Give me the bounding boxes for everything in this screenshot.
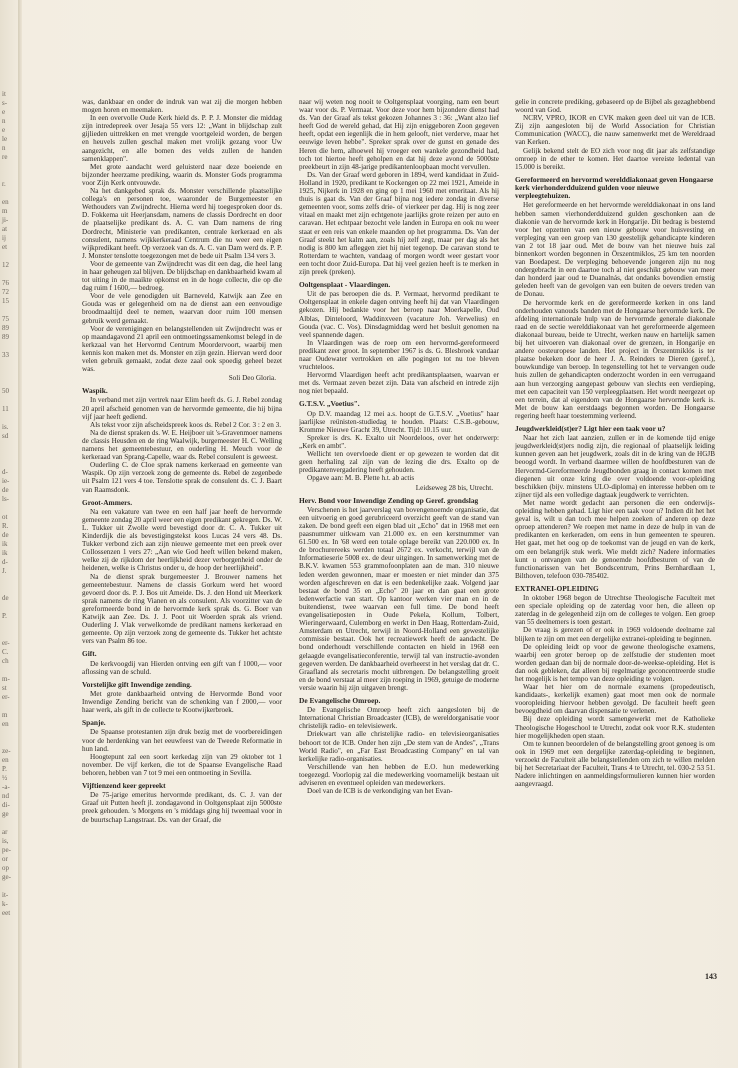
margin-fragment: k- [2,900,8,908]
article-paragraph: Uit de pas beroepen die ds. P. Vermaat, hervormd predikant te Ooltgensplaat in enkele dagen ontving heeft hij dat van Vlaardingen gekozen. Hij bedankte voor het beroep naar Moerkapelle, Oud Alblas, Dinteloord, Waddinxveen (vacature Joh. Verwelius) en Gouda (vac. C. Vos). Dinsdagmiddag werd het besluit genomen na veel spannende dagen. [299,290,499,339]
margin-fragment: J. [2,567,7,575]
margin-fragment: en [2,198,9,206]
article-paragraph: Spreker is drs. K. Exalto uit Noordeloos, over het onderwerp: „Kerk en ambt". [299,433,499,451]
article-paragraph: Verschillende van hen hebben de E.O. hun medewerking toegezegd. Voorlopig zal die medewerking voornamelijk bestaan uit adviseren en eventueel opleiden van medewerkers. [299,762,499,788]
margin-fragment [0,171,20,180]
article-paragraph: naar wij weten nog nooit te Ooltgensplaat voorging, nam een beurt waar voor ds. P. Vermaat. Voor deze voor hem bijzondere dienst had ds. Van der Graaf als tekst gekozen Johannes 3 : 36: „Want alzo lief heeft God de wereld gehad, dat Hij zijn eniggeboren Zoon gegeven heeft, opdat een iegenlijk die in hem gelooft, niet verderve, maar het eeuwige leven hebbe". Spreker sprak over de gunst en genade des Heren die hem, alhoewel hij vroeger een wankele gezondheid had, toch tot hiertoe heeft geholpen en dat hij deze avond de 5000ste preekbeurt in zijn 48-jarige predikantenloopbaan mocht vervullen. [299,98,499,171]
article-heading: Gereformeerd en hervormd werelddiakonaat geven Hongaarse kerk vierhonderdduizend gulden voor nieuwe verpleegtehuizen. [515,174,714,201]
margin-fragment: 11 [2,405,9,413]
margin-fragment: 89 [2,333,9,341]
article-paragraph: Gelijk bekend stelt de EO zich voor nog dit jaar als zelfstandige omroep in de ether te komen. Het daartoe vereiste ledental van 15.000 is bereikt. [515,146,715,171]
article-paragraph: Hervormd Vlaardigen heeft acht predikantsplaatsen, waarvan er met ds. Vermaat zeven bezet zijn. Data van afscheid en intrede zijn nog niet bepaald. [299,371,499,396]
margin-fragment [0,459,20,468]
article-paragraph: Ouderling C. de Cloe sprak namens kerkeraad en gemeente van Waspik. Op zijn verzoek zong de gemeente ds. Rebel de zegenbede uit Psalm 121 vers 4 toe. Tenslotte sprak de consulent ds. C. J. Baart van Raamsdonk. [82,461,282,494]
margin-fragment [0,450,20,459]
signature-line: Leidseweg 28 bis, Utrecht. [415,483,493,492]
margin-fragment: 50 [2,387,9,395]
article-paragraph: Met name wordt gedacht aan personen die een onderwijs-opleiding hebben gehad. Ligt hier een taak voor u? Indien dit het het geval is, wilt u dan toch mee helpen zoeken of anderen op deze oproep attenderen? We roepen met name in deze de hulp in van de predikanten en kerkeraden, om eens in hun gemeenten te speuren. Het gaat, met het oog op de toekomst van de jeugd en van de kerk, om een belangrijk stuk werk. Wie meldt zich? Nadere informaties kunt u ontvangen van de genoemde hoofdbesturen of van de functionarissen van het Bondscentrum, Prins Bernhardlaan 1, Bilthoven, telefoon 030-785402. [515,498,715,580]
article-heading: Gift. [82,649,97,659]
margin-fragment: ij [2,234,6,242]
margin-fragment: 89 [2,324,9,332]
margin-fragment [0,414,20,423]
article-paragraph: Op D.V. maandag 12 mei a.s. hoopt de G.T.S.V. „Voetius" haar jaarlijkse reünisten-studiedag te houden. Plaats: C.S.B.-gebouw, Kromme Nieuwe Gracht 39, Utrecht. Tijd: 10.15 uur. [299,409,499,434]
margin-fragment: ik [2,549,8,557]
margin-fragment: e [2,126,6,134]
margin-fragment: er- [2,693,10,701]
article-paragraph: In verband met zijn vertrek naar Elim heeft ds. G. J. Rebel zondag 20 april afscheid genomen van de hervormde gemeente, die hij bijna vijf jaar heeft gediend. [82,396,282,421]
margin-fragment: de [2,486,9,494]
article-heading: Spanje. [82,718,106,728]
margin-fragment: st [2,684,7,692]
margin-fragment: n [2,117,6,125]
article-heading: Groot-Ammers. [82,497,133,507]
previous-page-margin-fragments [0,90,20,970]
margin-fragment [0,585,20,594]
page-number: 143 [705,972,717,981]
margin-fragment: er- [2,639,10,647]
margin-fragment: m [2,711,8,719]
margin-fragment [0,819,20,828]
article-paragraph: Naar het zich laat aanzien, zullen er in de komende tijd enige jeugdwerkleid(st)ers nodig zijn, die regionaal of plaatselijk leiding kunnen geven aan het jeugdwerk, zoals dit in de kring van de HGJB beoogd wordt. In verband daarmee willen de hoofdbesturen van de Hervormd-Gereformeerde Jeugdbonden graag in contact komen met diegenen uit onze kring die over voldoende voor-opleiding beschikken (bijv. minstens ULO-diploma) en interesse hebben om te zijner tijd als een volledige dagtaak jeugdwerk te verrichten. [515,434,715,499]
margin-fragment: e [2,108,6,116]
margin-fragment [0,378,20,387]
article-heading: Waspik. [82,386,108,396]
margin-fragment: ar [2,828,8,836]
margin-fragment [0,666,20,675]
column-middle [299,98,499,978]
article-paragraph: Na de dienst sprak burgemeester J. Brouwer namens het gemeentebestuur. Namens de classis Gorkum werd het woord gevoerd door ds. P. J. Bos uit Ameide. Ds. J. den Hond uit Meerkerk sprak namens de ring Vianen en als consulent. Als voorzitter van de gereformeerde bond in de hervormde kerk sprak ds. G. Boer van Katwijk aan Zee. Ds. J. J. Poot uit Woerden sprak als vriend. Ouderling J. Vlak verwelkomde de predikant namens kerkeraad en gemeente. Op zijn verzoek zong de gemeente ds. Tukker het achtste vers van Psalm 86 toe. [82,572,282,646]
article-paragraph: Na het dankgebed sprak ds. Monster verschillende plaatselijke collega's en personen toe, waaronder de Burgemeester en Wethouders van Zwijndrecht. Hierna werd hij toegesproken door ds. D. Fokkema uit Heerjansdam, namens de classis Dordrecht en door de plaatselijke predikant ds. A. C. van Dam namens de ring Dordrecht, Ministerie van predikanten, centrale kerkeraad en als consulent, namens wijkkerkeraad Centrum die nu weer een eigen wijkpredikant heeft. Op verzoek van ds. A. C. van Dam werd ds. P. P. J. Monster tenslotte toegezongen met de bede uit Psalm 134 vers 3. [82,187,282,260]
margin-fragment: de [2,594,9,602]
article-paragraph: Doel van de ICB is de verkondiging van het Evan- [307,787,453,796]
article-paragraph: Ds. Van der Graaf werd geboren in 1894, werd kandidaat in Zuid-Holland in 1920, predikant te Kockengen op 22 mei 1921, Ameide in 1925, Nijkerk in 1928 en ging op 1 mei 1960 met emeritaat. Als hij thuis is gaat ds. Van der Graaf bijna nog iedere zondag in diverse gemeenten voor, soms zelfs drie- of vierkeer per dag. Hij is nog zeer vitaal en maakt met zijn echtgenote jaarlijks grote reizen per auto en caravan. Het echtpaar bezocht vele landen in Europa en ook nu weer staat er een reis van enkele maanden op het programma. Ds. Van der Graaf steekt het kalm aan, zoals hij zelf zegt, maar per dag als het nodig is 800 km afleggen ziet hij niet tegenop. De caravan stond te Rotterdam te wachten, vandaag of morgen wordt weer gestart voor een tocht door Zuid-Europa. Dat hij veel gezien heeft is te merken in zijn preek (preken). [299,170,499,276]
margin-fragment: ½ [2,774,8,782]
margin-fragment: -a- [2,783,10,791]
margin-fragment: ge- [2,873,11,881]
article-paragraph: De opleiding leidt op voor de gewone theologische examens, waarbij een groter beroep op de zelfstudie der studenten moet worden gedaan dan bij de normale door-de-weekse-opleiding. Het is dan ook gebleken, dat alleen bij regelmatige geconcentreerde studie het mogelijk is het tempo van deze opleiding te volgen. [515,642,715,684]
margin-fragment: ot [2,513,8,521]
article-paragraph: Voor de gemeente van Zwijndrecht was dit een dag, die heel lang in haar geheugen zal blijven. De blijdschap en dankbaarheid kwam al tot uiting in de maaikte opkomst en in de hoge collecte, die op die dag ruim f 1600,— bedroeg. [82,259,282,293]
margin-fragment: n [2,144,6,152]
margin-fragment: ze- [2,747,11,755]
margin-fragment [0,252,20,261]
margin-fragment [0,630,20,639]
margin-fragment: ie- [2,477,10,485]
article-paragraph: Met grote aandacht werd geluisterd naar deze boeiende en bijzonder heerzame prediking, waarin ds. Monster Gods programma voor Zijn Kerk ontvouwde. [82,162,282,187]
article-paragraph: Met grote dankbaarheid ontving de Hervormde Bond voor Inwendige Zending bericht van de schenking van f 2000,— voor haar werk, als gift in de collecte te Kootwijkerbroek. [82,690,282,715]
margin-fragment: it- [2,891,9,899]
margin-fragment: 76 [2,279,9,287]
article-paragraph: De 75-jarige emeritus hervormde predikant, ds. C. J. van der Graaf uit Putten heeft jl. zondagavond in Ooltgensplaat zijn 5000ste preek gehouden. 's Morgens en 's middags ging hij tweemaal voor in de buurtschap Langstraat. Ds. van der Graaf, die [82,791,282,824]
margin-fragment: d- [2,558,8,566]
article-paragraph: De Evangelische Omroep heeft zich aangesloten bij de International Christian Broadcaster (ICB), de wereldorganisatie voor christelijk radio- en televisiewerk. [299,706,499,731]
article-paragraph: Verschenen is het jaarverslag van bovengenoemde organisatie, dat een uitvoerig en goed gerubriceerd overzicht geeft van de stand van zaken. De bond geeft een eigen blad uit „Echo" dat in 1968 met een paasnummer uitkwam van 21.000 ex. en een kerstnummer van 61.500 ex. In '68 werd een totale oplage bereikt van 220.000 ex. In de brochurereeks werden totaal 2672 ex. verkocht, terwijl van de Informatieserie 5008 ex. de deur uitgingen. In samenwerking met de B.K.V. kwamen 553 grammofoonplaten aan de man. 310 nieuwe leden werden gewonnen, maar er moesten er niet minder dan 375 worden afgeschreven en dat is een bedenkelijke zaak. Volgend jaar bestaat de bond 35 en „Echo" 20 jaar en dan gaat een grote ledenwerfactie van start. Op kantoor werken vier man en in de buitendienst, twee waarvan een full time. De bond heeft evangelisatieposten in Oude Pekela, Kollum, Tolbert, Wieringerwaard, Culemborg en werkt in Den Haag, Rotterdam-Zuid, Amsterdam en Utrecht, terwijl in Noord-Holland een gewestelijke commissie bestaat. Ook het recreatiewerk heeft de aandacht. De bond onderhoudt verschillende contacten en hield in 1968 een gelaagde evangelisatieconferentie, terwijl tal van instructie-avonden gegeven werden. De dankbaarheid overheerst in het verslag dat dr. C. Graafland als secretaris mocht uitbrengen. De belangstelling groeit en de bond verstaat al meer zijn roeping in 1969, getuige de moderne versie waarin hij zijn uitgaven brengt. [299,505,499,692]
margin-fragment: ls- [2,495,9,503]
margin-fragment [0,306,20,315]
article-paragraph: Waar het hier om de normale examens (propedeutisch, kandidaats-, kerkelijk examen) gaat moet men ook de normale vooropleiding hiervoor hebben gevolgd. De faculteit heeft geen bevoegdheid om daarvan dispensatie te verlenen. [515,683,715,716]
article-heading: Vijftienzend keer gepreekt [82,781,166,791]
margin-fragment [0,882,20,891]
margin-fragment: 12 [2,261,9,269]
article-paragraph: Driekwart van alle christelijke radio- en televisieorganisaties behoort tot de ICB. Onder hen zijn „De stem van de Andes", „Trans World Radio", en „Far East Broadcasting Company" en tal van kerkelijke radio-organisaties. [299,730,499,763]
margin-fragment [0,396,20,405]
article-paragraph: Na de dienst spraken ds. W. E. Heijboer uit 's-Gravenmoer namens de classis Heusden en de ring Waalwijk, burgemeester H. C. Welling namens het gemeentebestuur, en ouderling H. Meuch voor de kerkeraad van Sprang-Capelle, waar ds. Rebel consulent is geweest. [82,428,282,462]
margin-fragment: 33 [2,351,9,359]
article-paragraph: was, dankbaar en onder de indruk van wat zij die morgen hebben mogen horen en meemaken. [82,98,282,115]
margin-fragment [0,729,20,738]
margin-fragment: d- [2,468,8,476]
article-paragraph: In oktober 1968 begon de Utrechtse Theologische Faculteit met een speciale opleiding op de zaterdag voor hen, die alleen op zaterdag in de gelegenheid zijn om de colleges te volgen. Een groep van 55 deelnemers is toen gestart. [515,594,715,627]
article-paragraph: Opgave aan: M. B. Plette h.t. ab actis [307,474,415,483]
article-paragraph: Om te kunnen beoordelen of de belangstelling groot genoeg is om ook in 1969 met een dergelijke zaterdag-opleiding te beginnen, verzoekt de Faculteit alle belangstellenden om zich te willen melden bij het Secretariaat der Faculteit, Trans 4 te Utrecht, tel. 030-2 53 51. Nadere inlichtingen en aanmeldingsformulieren kunnen hier worden aangevraagd. [515,739,715,789]
margin-fragment: m [2,207,8,215]
article-paragraph: Bij deze opleiding wordt samengewerkt met de Katholieke Theologische Hogeschool te Utrecht, zodat ook voor R.K. studenten hier mogelijkheden open staan. [515,715,715,740]
margin-fragment: nd [2,792,9,800]
signature-line: Soli Deo Gloria. [228,374,276,383]
margin-fragment: en [2,756,9,764]
margin-fragment: eet [2,909,11,917]
margin-fragment: de [2,531,9,539]
margin-fragment: s- [2,99,8,107]
margin-fragment: ji- [2,216,9,224]
article-heading: EXTRANEI-OPLEIDING [515,583,599,593]
article-paragraph: Het gereformeerde en het hervormde werelddiakonaat in ons land hebben samen vierhonderdduizend gulden geschonken aan de diakonie van de hervormde kerk in Hongarije. Dit bedrag is bestemd voor het opzetten van een nieuw gebouw voor huisvesting en verpleging van een groep van 130 geestelijk gehandicapte kinderen van 2 tot 18 jaar oud. Met de bouw van het nieuwe huis zal binnenkort worden begonnen in Örszentmiklos, 25 km ten noorden van Boedapest. De verpleging behoevende jongeren zijn nu nog ondergebracht in een daartoe toch al niet geschikt gebouw van meer dan honderd jaar oud te Duanalnás, dat ondanks bovendien ernstig geleden heeft van de gevolgen van een buiten de oevers treden van de Donau. [515,201,715,299]
margin-fragment: P. [2,765,7,773]
margin-fragment: le [2,135,8,143]
article-paragraph: Voor de verenigingen en belangstellenden uit Zwijndrecht was er op maandagavond 21 april een ontmoetingssamenkomst belegd in de kerkzaal van het Hervormd Centrum Moordervoort, waarbij men kennis kon maken met ds. Monster en zijn gezin. Hiervan werd door velen gebruik gemaakt, zodat deze zaal ook spoedig geheel bezet was. [82,324,282,374]
margin-fragment [0,162,20,171]
margin-fragment: R. [2,522,9,530]
margin-fragment: ge [2,810,9,818]
article-paragraph: NCRV, VPRO, IKOR en CVK maken geen deel uit van de ICB. Zij zijn aangesloten bij de World Association for Christian Communication (WACC), die nauw samenwerkt met de Wereldraad van Kerken. [515,114,715,147]
margin-fragment [0,270,20,279]
article-heading: Jeugdwerkleid(st)er? Ligt hier een taak voor u? [515,423,666,433]
margin-fragment: 15 [2,297,9,305]
article-heading: G.T.S.V. „Voetius". [299,399,360,409]
margin-fragment: C. [2,648,9,656]
margin-fragment: is, [2,837,9,845]
margin-fragment: sd [2,432,9,440]
margin-fragment [0,504,20,513]
margin-fragment [0,441,20,450]
article-paragraph: De hervormde kerk en de gereformeerde kerken in ons land onderhouden vanouds banden met de Hongaarse hervormde kerk. De afdeling internationale hulp van de hervormde generale diakonale raad en de sectie werelddiakonaat van het gereformeerde algemeen diakonaal bureau, beide te Utrecht, werken nauw en hartelijk samen bij het uitvoeren van diakonaal over de grenzen, in Hongarije en andere oosteuropese landen. Het project in Örszentmiklós is ter plaatse bekeken door de heer J. A. Reinders te Dieren (geref.), bouwkundige van beroep. In tegenstelling tot het te vervangen oude huis zullen de gehandicapten onderzocht worden in een verrugaand aan hun verzorging aangepast gebouw van slechts een verdieping, met een capaciteit van 150 verpleegplaatsen. Het wordt neergezet op een terrein, dat al eigendom van de Hongaarse hervormde kerk is. Met de bouw kan eerstdaags begonnen worden. De Hongaarse regering heeft haar toestemming verleend. [515,298,715,420]
article-paragraph: gelie in concrete prediking, gebaseerd op de Bijbel als gezaghebbend woord van God. [515,98,715,115]
margin-fragment: at [2,225,8,233]
margin-fragment [0,621,20,630]
article-paragraph: Wellicht ten overvloede dient er op gewezen te worden dat dit geen herhaling zal zijn van de lezing die drs. Exalto op de predikantenvergadering heeft gehouden. [299,450,499,475]
margin-fragment [0,342,20,351]
margin-fragment: r. [2,180,6,188]
margin-fragment [0,702,20,711]
margin-fragment: P. [2,612,7,620]
margin-fragment [0,189,20,198]
column-left [82,98,282,978]
margin-fragment: et [2,243,8,251]
margin-fragment: it [2,90,6,98]
margin-fragment [0,360,20,369]
margin-fragment: ch [2,657,9,665]
margin-fragment [0,603,20,612]
margin-fragment: en [2,720,9,728]
margin-fragment: di- [2,801,10,809]
margin-fragment: op [2,864,9,872]
margin-fragment: 75 [2,315,9,323]
margin-fragment: or [2,855,8,863]
article-paragraph: De vraag is gerezen of er ook in 1969 voldoende deelname zal blijken te zijn om met een dergelijke extranei-opleiding te beginnen. [515,626,715,643]
margin-fragment [0,369,20,378]
article-paragraph: Na een vakature van twee en een half jaar heeft de hervormde gemeente zondag 20 april weer een eigen predikant gekregen. Ds. W. L. Tukker uit Zwolle werd bevestigd door dr. C. A. Tukker uit Kinderdijk die als bevestigingstekst koos Lucas 24 vers 48. Ds. Tukker verbond zich aan zijn nieuwe gemeente met een preek over Collossenzen 1 vers 27: „Aan wie God heeft willen bekend maken, welke zij de rijkdom der heerlijkheid dezer verborgenheid onder de heidenen, welke is Christus onder u, de hoop der heerlijkheid". [82,507,282,573]
article-heading: De Evangelische Omroep. [299,695,381,705]
article-heading: Vorstelijke gift Inwendige zending. [82,679,192,689]
margin-fragment: 72 [2,288,9,296]
article-paragraph: In Vlaardingen was de roep om een hervormd-gereformeerd predikant zeer groot. In september 1967 is ds. G. Blesbroek vandaar naar Oudewater vertrokken en alle pogingen tot nu toe bleven vruchteloos. [299,338,499,372]
article-heading: Ooltgensplaat - Vlaardingen. [299,280,391,290]
article-paragraph: Hoogtepunt zal een soort kerkedag zijn van 29 oktober tot 1 november. De vijf kerken, die tot de Spaanse Evangelische Raad behoren, hebben van 7 tot 9 mei een ontmoeting in Sevilla. [82,752,282,777]
article-heading: Herv. Bond voor Inwendige Zending op Geref. grondslag [299,495,479,505]
article-paragraph: In een overvolle Oude Kerk hield ds. P. P. J. Monster die middag zijn intredepreek over Jesaja 55 vers 12: „Want in blijdschap zult gijlieden uittrekken en met vrengde voortgeleid worden, de bergen en heuvels zullen geschal maken met vrolijk gezang voor Uw aangezicht, en alle bomen des velds zullen de handen samenklappen". [82,114,282,163]
article-paragraph: Als tekst voor zijn afscheidspreek koos ds. Rebel 2 Cor. 3 : 2 en 3. [90,420,282,429]
margin-fragment: re [2,153,8,161]
margin-fragment: ik [2,540,8,548]
margin-fragment: m- [2,675,10,683]
article-paragraph: Voor de vele genodigden uit Barneveld, Katwijk aan Zee en Gouda was er gelegenheid om na de dienst aan een eenvoudige broodmaaltijd deel te nemen, waarvan door ruim 100 mensen gebruik werd gemaakt. [82,292,282,325]
margin-fragment: is. [2,423,9,431]
article-paragraph: De Spaanse protestanten zijn druk bezig met de voorbereidingen voor de herdenking van het eeuwfeest van de Tweede Reformatie in hun land. [82,728,282,753]
column-right [515,98,715,978]
margin-fragment: pe- [2,846,11,854]
article-paragraph: De kerkvoogdij van Hierden ontving een gift van f 1000,— voor aflossing van de schuld. [82,659,282,676]
margin-fragment [0,576,20,585]
margin-fragment [0,738,20,747]
